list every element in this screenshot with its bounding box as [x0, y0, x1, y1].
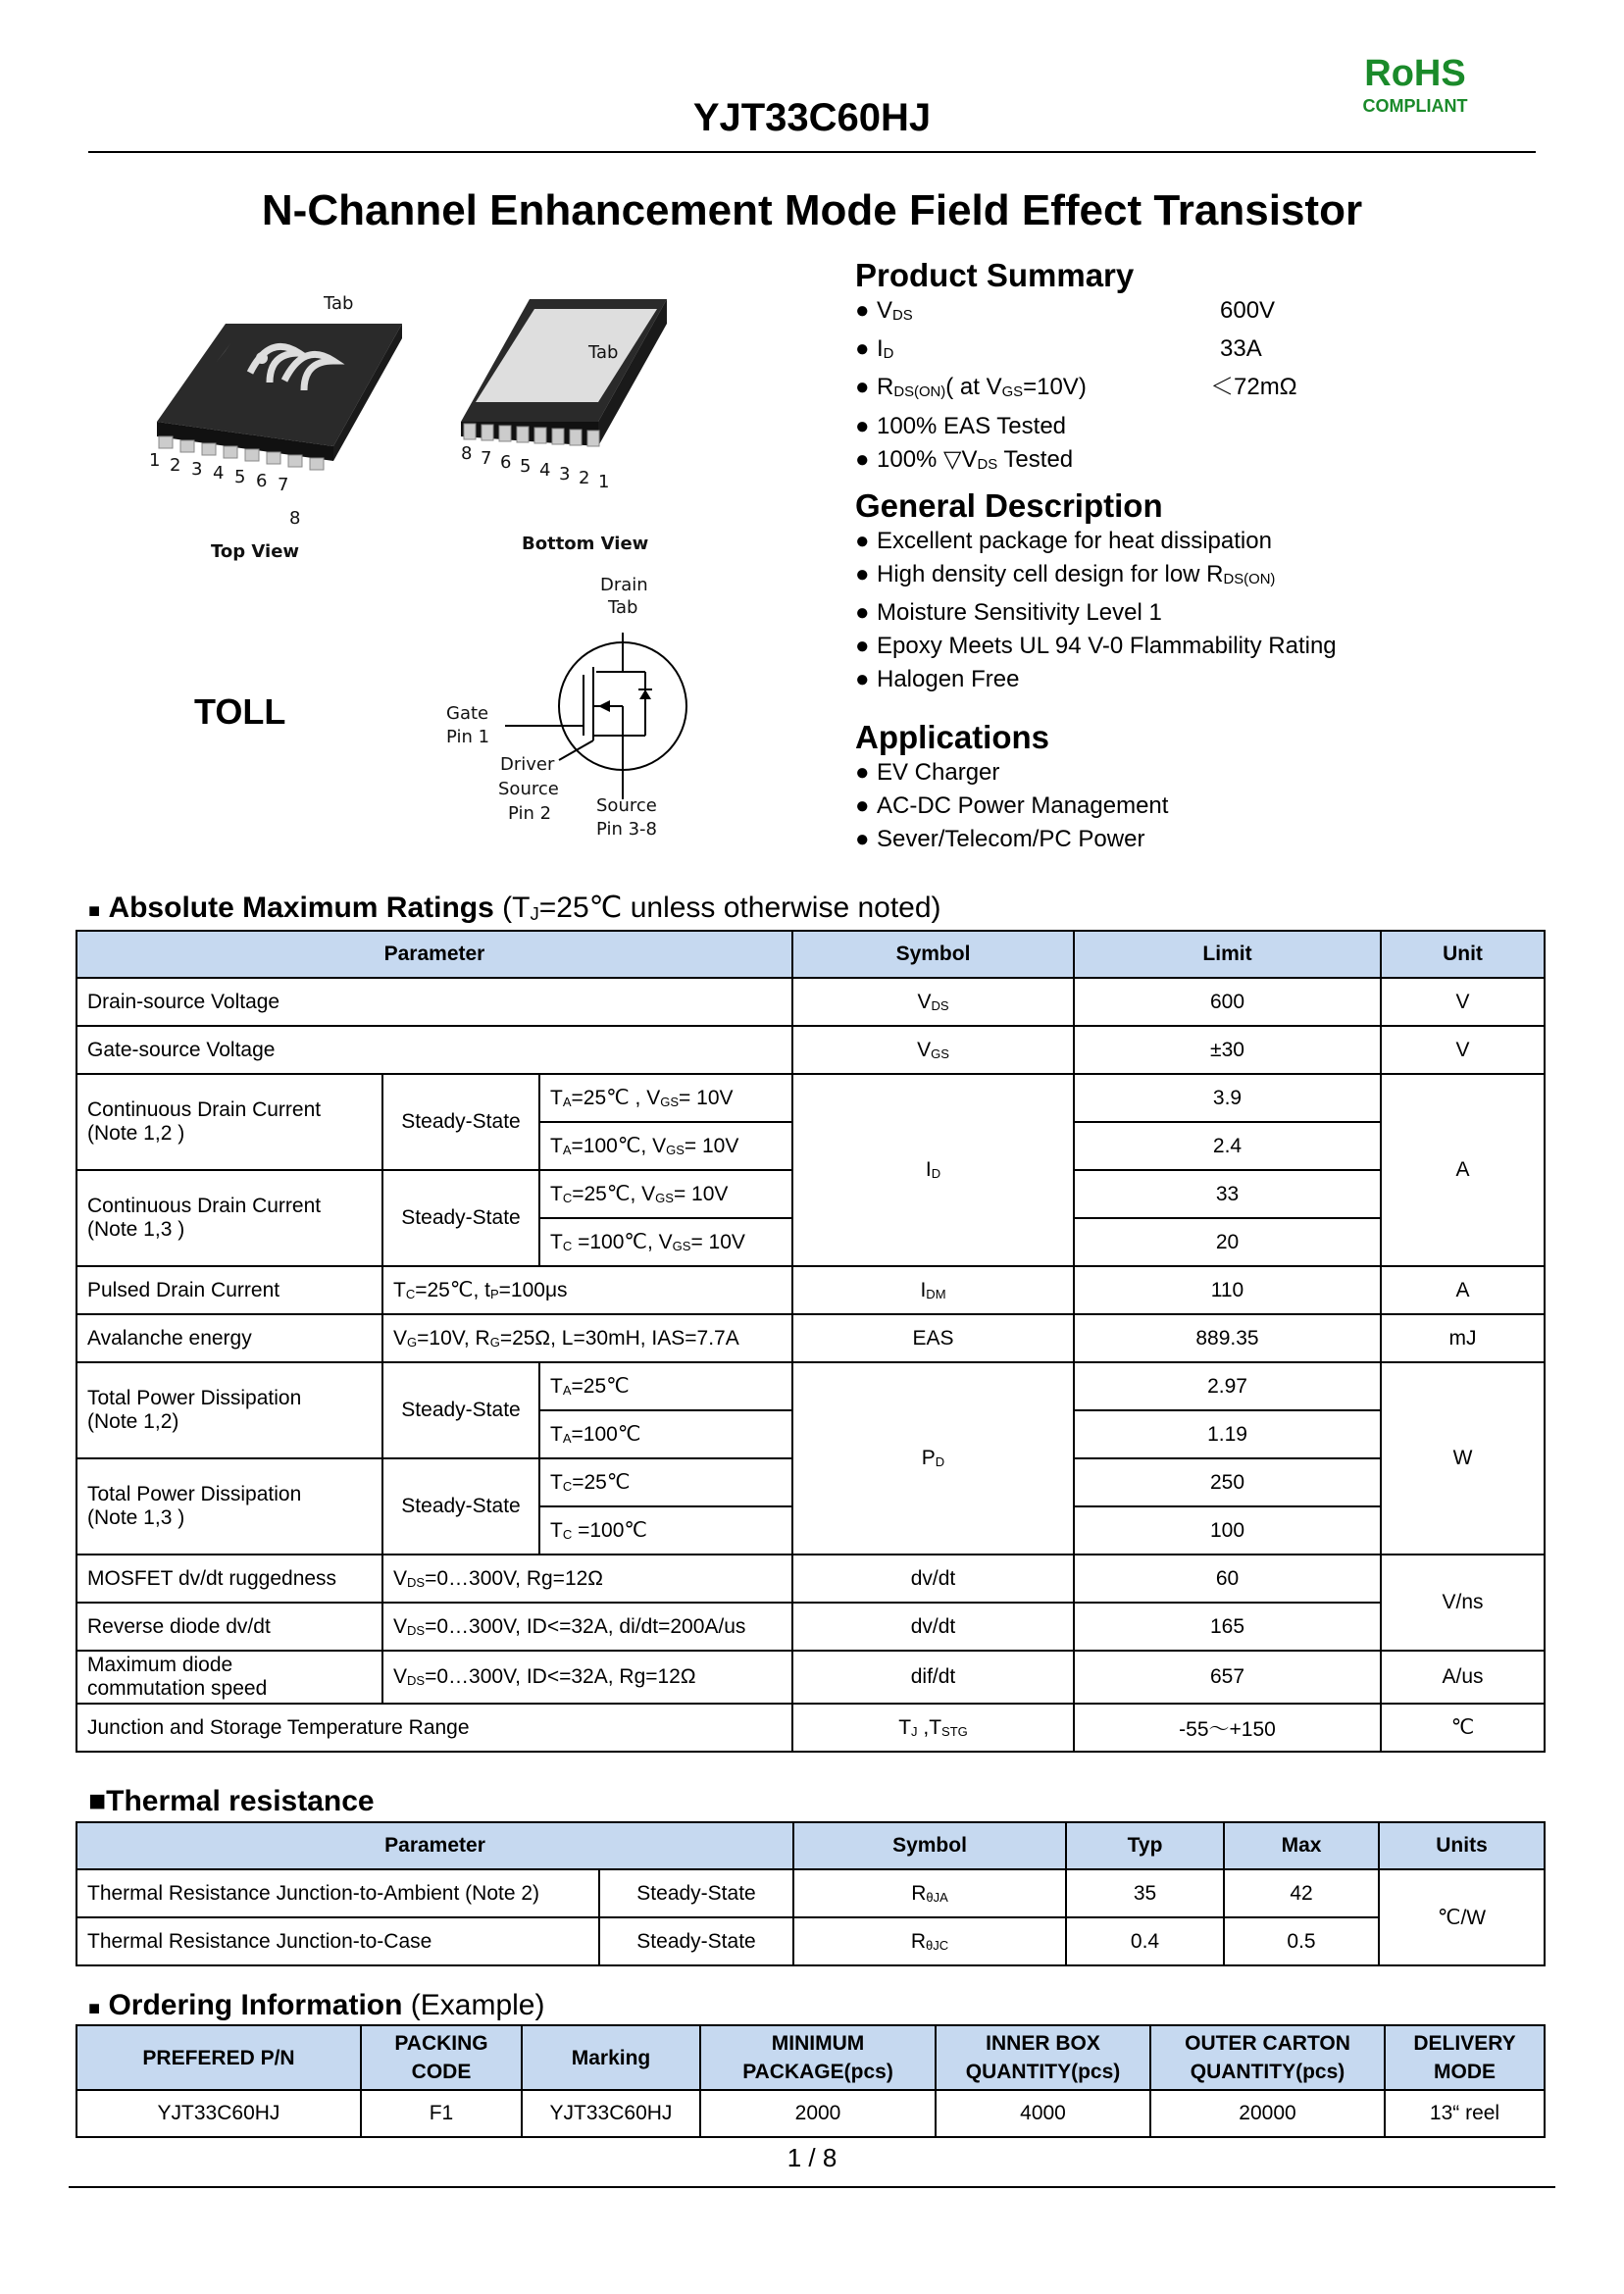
rohs-badge [1351, 54, 1479, 119]
table-row: Avalanche energy $V_G=10V$, $R_G=25\Omega$, L=30mH, IAS=7.7A EAS 889.35 mJ [76, 1314, 1545, 1362]
col-inner-box: INNER BOX QUANTITY(pcs) [936, 2025, 1150, 2090]
svg-text:Gate: Gate [446, 703, 489, 724]
applications [855, 719, 1542, 856]
rohs-label: RoHS [1364, 53, 1466, 94]
summary-id-value: 33A [1220, 335, 1262, 363]
svg-text:1: 1 [149, 450, 161, 471]
svg-text:2: 2 [579, 468, 590, 488]
header-rule [88, 151, 1536, 153]
col-unit: Unit [1381, 931, 1545, 978]
applications-heading: Applications [855, 719, 1050, 755]
list-item: ● AC-DC Power Management [855, 792, 1169, 819]
table-row: $T_A=100℃$ 1.19 [76, 1410, 1545, 1458]
top-view-caption: Top View [211, 541, 300, 562]
bottom-view-image [461, 299, 667, 446]
tab-label-bottom: Tab [588, 342, 619, 363]
svg-text:7: 7 [481, 448, 492, 469]
table-row: Junction and Storage Temperature Range $T_J$ $,T_{STG}$ -55～+150 ℃ [76, 1704, 1545, 1752]
svg-text:8: 8 [289, 508, 301, 529]
svg-text:Pin 3-8: Pin 3-8 [596, 819, 657, 840]
svg-text:Pin 2: Pin 2 [508, 803, 552, 824]
summary-eas: ● 100% EAS Tested [855, 412, 1067, 439]
summary-id: ● $I_D$ 33A [855, 332, 1542, 371]
table-row: Continuous Drain Current (Note 1,3 ) Steady-State $T_C=25℃$, $V_{GS}= 10V$ 33 [76, 1170, 1545, 1218]
table-row: YJT33C60HJ F1 YJT33C60HJ 2000 4000 20000 13“ reel [76, 2090, 1545, 2137]
abs-max-table [76, 930, 1546, 1753]
col-units: Units [1379, 1822, 1545, 1869]
general-description-heading: General Description [855, 487, 1163, 524]
col-min-package: MINIMUM PACKAGE(pcs) [700, 2025, 936, 2090]
page-number: 1 / 8 [787, 2143, 837, 2172]
svg-text:Tab: Tab [608, 597, 638, 618]
list-item: ● EV Charger [855, 759, 1000, 786]
top-view-image [157, 324, 402, 470]
col-packing: PACKING CODE [361, 2025, 522, 2090]
list-item: ● Sever/Telecom/PC Power [855, 826, 1145, 852]
bottom-view-caption: Bottom View [522, 534, 649, 554]
package-views [137, 265, 686, 579]
svg-text:Source: Source [498, 779, 559, 799]
bottom-pin-numbers [461, 443, 609, 492]
general-description [855, 487, 1561, 696]
col-limit: Limit [1074, 931, 1381, 978]
table-row: Drain-source Voltage $V_{DS}$ 600 V [76, 978, 1545, 1026]
summary-vds: ● $V_{DS}$ 600V [855, 294, 1542, 332]
list-item: ● High density cell design for low $R_{DS(ON)}$ [855, 561, 1276, 588]
table-row: $T_C$ =100℃, $V_{GS}= 10V$ 20 [76, 1218, 1545, 1266]
ordering-heading: ■ Ordering Information (Example) [88, 1989, 545, 2021]
ordering-table [76, 2024, 1546, 2138]
summary-list [855, 294, 1542, 482]
col-outer-carton: OUTER CARTON QUANTITY(pcs) [1150, 2025, 1385, 2090]
list-item: ● Epoxy Meets UL 94 V-0 Flammability Rating [855, 633, 1337, 660]
table-row: Continuous Drain Current (Note 1,2 ) Steady-State $T_A=25℃$ , $V_{GS}= 10V$ $I_D$ 3.9 A [76, 1074, 1545, 1122]
list-item: ● Moisture Sensitivity Level 1 [855, 599, 1162, 627]
rohs-compliant: COMPLIANT [1362, 96, 1468, 116]
table-row: $T_A=100℃$, $V_{GS}= 10V$ 2.4 [76, 1122, 1545, 1170]
abs-max-heading: ■ Absolute Maximum Ratings ($T_J=25℃$ unless otherwise noted) [88, 892, 941, 924]
summary-rds: ● $R_{DS(ON)}$( at $V_{GS}=10V$) ＜72mΩ [855, 371, 1542, 409]
col-marking: Marking [522, 2025, 700, 2090]
document-title: N-Channel Enhancement Mode Field Effect Transistor [261, 186, 1363, 234]
col-symbol: Symbol [792, 931, 1074, 978]
svg-text:8: 8 [461, 443, 473, 464]
svg-text:4: 4 [539, 460, 551, 481]
svg-text:7: 7 [278, 475, 289, 495]
thermal-heading: ■Thermal resistance [88, 1785, 375, 1817]
table-row: Reverse diode dv/dt $V_{DS}=0\dots 300V$, ID<=32A, di/dt=200A/us dv/dt 165 [76, 1603, 1545, 1651]
svg-text:3: 3 [559, 464, 571, 484]
summary-dvds: ● 100% $▽V_{DS}$ Tested [855, 445, 1074, 473]
svg-text:2: 2 [170, 455, 181, 476]
table-row: Maximum diode commutation speed $V_{DS}=0\dots 300V$, ID<=32A, Rg=12Ω dif/dt 657 A/us [76, 1651, 1545, 1704]
table-row: MOSFET dv/dt ruggedness $V_{DS}=0\dots 300V$, Rg=12Ω dv/dt 60 V/ns [76, 1555, 1545, 1603]
svg-text:4: 4 [213, 463, 225, 484]
table-row: $T_C$ =100℃ 100 [76, 1506, 1545, 1555]
col-parameter: Parameter [76, 1822, 793, 1869]
thermal-table [76, 1821, 1546, 1966]
col-symbol: Symbol [793, 1822, 1066, 1869]
col-max: Max [1224, 1822, 1379, 1869]
svg-text:3: 3 [191, 459, 203, 480]
svg-text:Source: Source [596, 795, 657, 816]
svg-text:5: 5 [520, 456, 532, 477]
summary-vds-value: 600V [1220, 297, 1276, 324]
svg-text:1: 1 [598, 472, 610, 492]
table-row: Thermal Resistance Junction-to-Case Steady-State $R_{\theta JC}$ 0.4 0.5 [76, 1917, 1545, 1965]
list-item: ● Halogen Free [855, 666, 1020, 693]
mosfet-symbol [431, 574, 716, 853]
col-typ: Typ [1066, 1822, 1224, 1869]
product-summary-heading: Product Summary [855, 257, 1135, 293]
table-row: Total Power Dissipation (Note 1,2) Steady-State $T_A=25℃$ $P_D$ 2.97 W [76, 1362, 1545, 1410]
summary-rds-value: ＜72mΩ [1210, 374, 1297, 401]
svg-text:Pin 1: Pin 1 [446, 727, 490, 747]
svg-text:6: 6 [256, 471, 268, 491]
svg-text:5: 5 [234, 467, 246, 487]
footer-rule [69, 2186, 1555, 2188]
table-row: Total Power Dissipation (Note 1,3 ) Steady-State $T_C=25℃$ 250 [76, 1458, 1545, 1506]
col-pn: PREFERED P/N [76, 2025, 361, 2090]
table-row: Gate-source Voltage $V_{GS}$ ±30 V [76, 1026, 1545, 1074]
table-row: Pulsed Drain Current $T_C=25℃$, $t_P=100\mu s$ $I_{DM}$ 110 A [76, 1266, 1545, 1314]
product-summary [855, 257, 1542, 482]
part-number-title: YJT33C60HJ [692, 96, 932, 139]
list-item: ● Excellent package for heat dissipation [855, 528, 1272, 554]
svg-text:6: 6 [500, 452, 512, 473]
svg-text:Drain: Drain [600, 575, 648, 595]
tab-label-top: Tab [324, 293, 354, 314]
col-delivery: DELIVERY MODE [1385, 2025, 1545, 2090]
package-name: TOLL [194, 691, 286, 732]
svg-text:Driver: Driver [500, 754, 555, 775]
table-row: Thermal Resistance Junction-to-Ambient (Note 2) Steady-State $R_{\theta JA}$ 35 42 ℃/W [76, 1869, 1545, 1917]
col-parameter: Parameter [76, 931, 792, 978]
